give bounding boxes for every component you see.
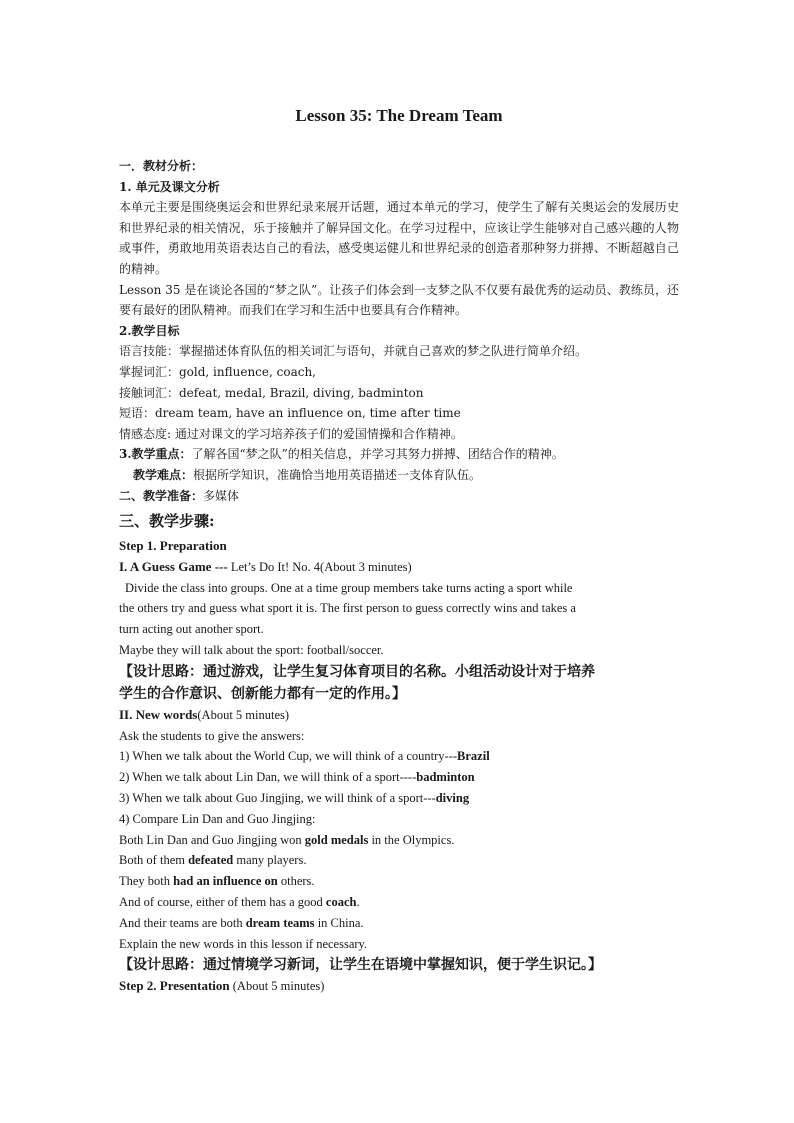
question-2-answer: badminton bbox=[416, 770, 475, 785]
compare-5-c: in China. bbox=[314, 915, 364, 930]
question-1-text: 1) When we talk about the World Cup, we will think of a country--- bbox=[119, 749, 458, 764]
goal-contact-vocab: 接触词汇：defeat, medal, Brazil, diving, badminton bbox=[119, 385, 424, 400]
key-points-label: 3.教学重点： bbox=[119, 447, 192, 462]
compare-4-c: . bbox=[356, 895, 360, 910]
compare-5-bold: dream teams bbox=[245, 915, 315, 930]
question-3-answer: diving bbox=[435, 791, 470, 806]
compare-1-a: Both Lin Dan and Guo Jingjing won bbox=[119, 832, 305, 847]
paragraph-lesson-intro: Lesson 35 是在谈论各国的“梦之队”。让孩子们体会到一支梦之队不仅要有最优秀的运动员、教练员，还要有最好的团队精神。而我们在学习和生活中也要具有合作精神。 bbox=[119, 282, 679, 318]
compare-line-2 bbox=[119, 850, 679, 871]
new-words-text: (About 5 minutes) bbox=[197, 707, 290, 722]
goal-master-vocab: 掌握词汇：gold, influence, coach, bbox=[119, 364, 316, 379]
compare-line-1 bbox=[119, 830, 679, 851]
step2-line bbox=[119, 976, 679, 997]
preparation bbox=[119, 486, 679, 507]
compare-2-c: many players. bbox=[233, 853, 307, 868]
document-title: Lesson 35: The Dream Team bbox=[295, 106, 503, 125]
explain-line: Explain the new words in this lesson if necessary. bbox=[119, 936, 368, 951]
preparation-label: 二、教学准备： bbox=[119, 488, 204, 503]
difficult-points-text: 根据所学知识，准确恰当地用英语描述一支体育队伍。 bbox=[193, 467, 482, 482]
key-points bbox=[119, 444, 679, 465]
difficult-points-label: 教学难点： bbox=[133, 467, 194, 482]
compare-4-bold: coach bbox=[325, 895, 357, 910]
question-2 bbox=[119, 767, 679, 788]
compare-4-a: And of course, either of them has a good bbox=[119, 895, 326, 910]
goal-attitude: 情感态度: 通过对课文的学习培养孩子们的爱国情操和合作精神。 bbox=[119, 426, 463, 441]
ask-line: Ask the students to give the answers: bbox=[119, 728, 305, 743]
question-3 bbox=[119, 788, 679, 809]
guess-game-text: Let’s Do It! No. 4(About 3 minutes) bbox=[227, 559, 412, 574]
design-note-1-line-2: 学生的合作意识、创新能力都有一定的作用。】 bbox=[119, 685, 406, 702]
guess-line-3: turn acting out another sport. bbox=[119, 622, 264, 637]
difficult-points bbox=[119, 465, 679, 486]
question-1-answer: Brazil bbox=[457, 749, 490, 764]
new-words-label: II. New words bbox=[119, 706, 198, 722]
design-note-2: 【设计思路：通过情境学习新词，让学生在语境中掌握知识，便于学生识记。】 bbox=[119, 957, 602, 974]
compare-3-a: They both bbox=[119, 874, 174, 889]
question-3-text: 3) When we talk about Guo Jingjing, we will think of a sport--- bbox=[119, 791, 436, 806]
question-1 bbox=[119, 746, 679, 767]
compare-2-bold: defeated bbox=[188, 853, 234, 868]
step2-text: (About 5 minutes) bbox=[229, 979, 325, 994]
key-points-text: 了解各国“梦之队”的相关信息，并学习其努力拼搏、团结合作的精神。 bbox=[191, 447, 564, 462]
guess-line-2: the others try and guess what sport it is. The first person to guess correctly wins and takes a bbox=[119, 601, 576, 616]
compare-line-4 bbox=[119, 892, 679, 913]
goal-phrases: 短语：dream team, have an influence on, time after time bbox=[119, 406, 461, 421]
compare-5-a: And their teams are both bbox=[119, 915, 246, 930]
question-4: 4) Compare Lin Dan and Guo Jingjing: bbox=[119, 811, 316, 826]
new-words-line bbox=[119, 705, 679, 726]
section-heading-steps: 三、教学步骤: bbox=[119, 512, 215, 531]
subheading-unit-analysis: 1. 单元及课文分析 bbox=[119, 179, 220, 194]
goal-language-skills: 语言技能：掌握描述体育队伍的相关词汇与语句，并就自己喜欢的梦之队进行简单介绍。 bbox=[119, 344, 588, 359]
compare-1-c: in the Olympics. bbox=[368, 832, 455, 847]
guess-game-label: I. A Guess Game --- bbox=[119, 558, 228, 574]
compare-line-5 bbox=[119, 913, 679, 934]
guess-line-4: Maybe they will talk about the sport: football/soccer. bbox=[119, 643, 384, 658]
subheading-goals: 2.教学目标 bbox=[119, 323, 180, 338]
compare-3-bold: had an influence on bbox=[173, 874, 278, 889]
document-page bbox=[119, 100, 679, 997]
question-2-text: 2) When we talk about Lin Dan, we will think of a sport---- bbox=[119, 770, 417, 785]
paragraph-unit-intro: 本单元主要是围绕奥运会和世界纪录来展开话题，通过本单元的学习，使学生了解有关奥运会的发展历史和世界纪录的相关情况，乐于接触并了解异国文化。在学习过程中，应该让学生能够对自己感兴趣的人物或事件，勇敢地用英语表达自己的看法，感受奥运健儿和世界纪录的创造者那种努力拼搏、不断超越自己的精神。 bbox=[119, 200, 679, 276]
section-heading-analysis: 一．教材分析： bbox=[119, 159, 204, 173]
compare-line-3 bbox=[119, 871, 679, 892]
guess-game-line bbox=[119, 557, 679, 578]
compare-3-c: others. bbox=[277, 874, 315, 889]
guess-line-1: Divide the class into groups. One at a time group members take turns acting a sport while bbox=[125, 580, 573, 595]
compare-2-a: Both of them bbox=[119, 853, 189, 868]
preparation-text: 多媒体 bbox=[203, 488, 240, 503]
design-note-1-line-1: 【设计思路：通过游戏，让学生复习体育项目的名称。小组活动设计对于培养 bbox=[119, 663, 595, 680]
step1-heading: Step 1. Preparation bbox=[119, 538, 227, 554]
compare-1-bold: gold medals bbox=[304, 832, 369, 847]
step2-heading: Step 2. Presentation bbox=[119, 978, 230, 994]
